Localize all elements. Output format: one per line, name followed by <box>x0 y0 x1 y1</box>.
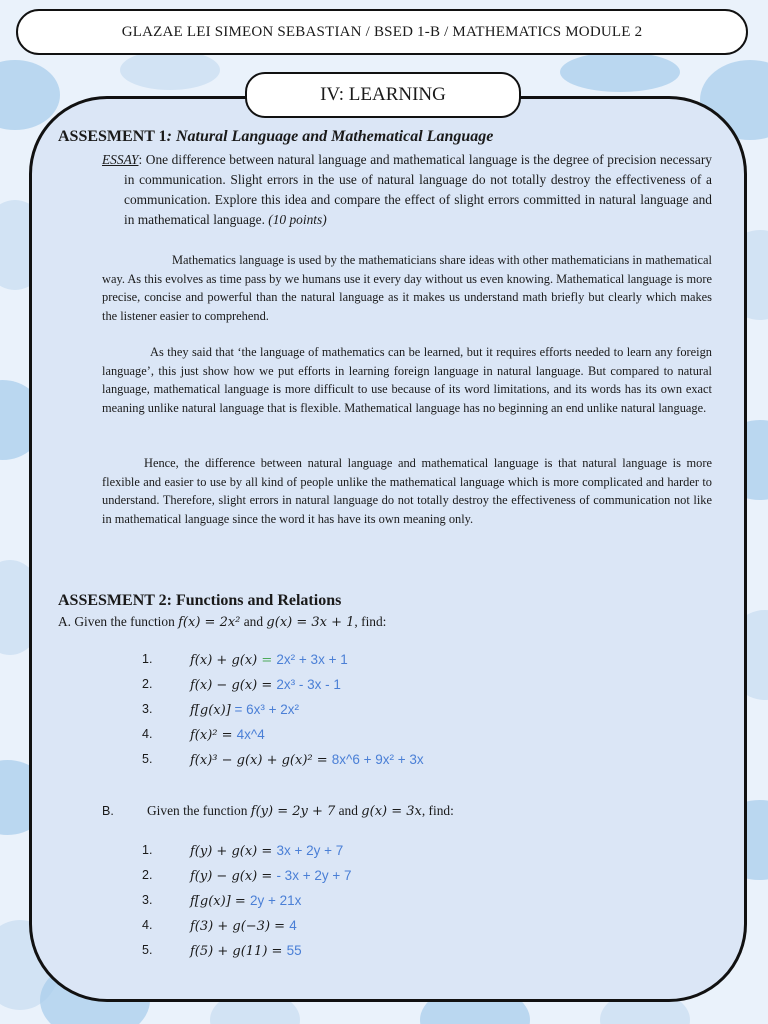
item-expr: f(x) + g(x) <box>190 653 258 668</box>
part-a-f: f(x) = 2x² <box>178 615 241 630</box>
part-a-and: and <box>240 614 267 629</box>
item-number: 4. <box>142 918 153 932</box>
essay-points: (10 points) <box>268 212 327 227</box>
part-b-f: f(y) = 2y + 7 <box>250 804 336 819</box>
item-equals: = <box>257 653 277 668</box>
part-b-and: and <box>335 803 362 818</box>
item-expr: f(x)² <box>190 728 218 743</box>
part-b-suffix: , find: <box>421 803 454 818</box>
item-answer: 6x³ + 2x² <box>246 702 300 717</box>
item-equals: = <box>230 894 250 909</box>
item-expression <box>190 752 424 768</box>
item-answer: 2x³ - 3x - 1 <box>276 677 341 692</box>
assessment1-title <box>58 128 493 146</box>
item-expr: f(y) + g(x) <box>190 844 258 859</box>
item-answer: 4 <box>289 918 297 933</box>
item-expression <box>190 918 297 934</box>
item-expression <box>190 943 302 959</box>
item-equals: = <box>270 919 290 934</box>
item-number: 5. <box>142 752 153 766</box>
part-b-label: B. <box>102 804 114 818</box>
item-answer: 2x² + 3x + 1 <box>276 652 348 667</box>
essay-paragraph-1: Mathematics language is used by the mathematicians share ideas with other mathematicians in mathematical way. As this evolves as time pass by we humans use it every day without us even knowing. Mathematical language is more precise, concise and powerful than the natural language as it makes us understand math briefly but clearly which makes the listener easier to comprehend. <box>102 253 712 323</box>
assessment1-title-main: ASSESMENT 1 <box>58 128 167 145</box>
part-a-statement <box>58 612 386 633</box>
part-b-prefix: Given the function <box>147 803 251 818</box>
item-number: 1. <box>142 843 153 857</box>
item-expr: f(x)³ − g(x) + g(x)² <box>190 753 313 768</box>
item-expression <box>190 893 301 909</box>
item-expression <box>190 677 341 693</box>
item-equals: = <box>257 844 277 859</box>
item-expr: f(5) + g(11) <box>190 944 268 959</box>
essay-paragraph-3: Hence, the difference between natural language and mathematical language is that natural language is more flexible and easier to use by all kind of people unlike the mathematical language which is more complicated and harder to understand. Therefore, slight errors in natural language do not totally destroy the effectiveness of communication not like in mathematical language since the word it has have its own meaning only. <box>102 456 712 526</box>
essay-prompt-text: : One difference between natural language and mathematical language is the degree of precision necessary in communication. Slight errors in the use of natural language do not totally destroy the effectiveness of a communication. Explore this idea and compare the effect of slight errors committed in natural language and in mathematical language. <box>124 152 712 227</box>
item-equals: = <box>217 728 237 743</box>
item-equals: = <box>267 944 287 959</box>
item-expression <box>190 727 265 743</box>
item-equals: = <box>257 869 277 884</box>
item-equals: = <box>312 753 332 768</box>
item-answer: 8x^6 + 9x² + 3x <box>331 752 424 767</box>
item-answer: 2y + 21x <box>249 893 302 908</box>
item-answer: 55 <box>286 943 302 958</box>
item-number: 4. <box>142 727 153 741</box>
part-b-statement <box>102 801 454 821</box>
item-number: 2. <box>142 868 153 882</box>
item-answer: 3x + 2y + 7 <box>276 843 344 858</box>
item-expression <box>190 843 343 859</box>
item-expr: f(3) + g(−3) <box>190 919 271 934</box>
essay-label: ESSAY <box>102 152 139 167</box>
essay-paragraph-2: As they said that ‘the language of mathematics can be learned, but it requires efforts needed to learn any foreign language’, this just show how we put efforts in learning foreign language in natural language. But compared to natural language, mathematical language is more difficult to use because of its word limitations, and its words has its own exact meaning unlike natural language that is flexible. Mathematical language has no beginning an end unlike natural language. <box>102 345 712 415</box>
item-answer: - 3x + 2y + 7 <box>276 868 352 883</box>
part-a-g: g(x) = 3x + 1 <box>266 615 355 630</box>
item-number: 1. <box>142 652 153 666</box>
essay-prompt <box>102 150 712 230</box>
item-equals: = <box>230 702 247 717</box>
item-expr: f[g(x)] <box>190 703 231 718</box>
part-b-text <box>147 801 454 822</box>
item-number: 3. <box>142 893 153 907</box>
item-answer: 4x^4 <box>236 727 265 742</box>
item-expr: f(y) − g(x) <box>190 869 258 884</box>
item-equals: = <box>257 678 277 693</box>
item-expression <box>190 702 299 718</box>
part-b-g: g(x) = 3x <box>361 804 422 819</box>
assessment2-title: ASSESMENT 2: Functions and Relations <box>58 592 342 609</box>
item-number: 3. <box>142 702 153 716</box>
item-number: 2. <box>142 677 153 691</box>
item-expression <box>190 652 348 668</box>
item-number: 5. <box>142 943 153 957</box>
part-a-prefix: A. Given the function <box>58 614 179 629</box>
item-expr: f[g(x)] <box>190 894 231 909</box>
section-title: IV: LEARNING <box>320 84 446 105</box>
part-a-suffix: , find: <box>354 614 387 629</box>
assessment1-title-rest: : Natural Language and Mathematical Language <box>166 128 494 145</box>
item-expr: f(x) − g(x) <box>190 678 258 693</box>
header-text: GLAZAE LEI SIMEON SEBASTIAN / BSED 1-B / MATHEMATICS MODULE 2 <box>121 23 643 40</box>
item-expression <box>190 868 351 884</box>
